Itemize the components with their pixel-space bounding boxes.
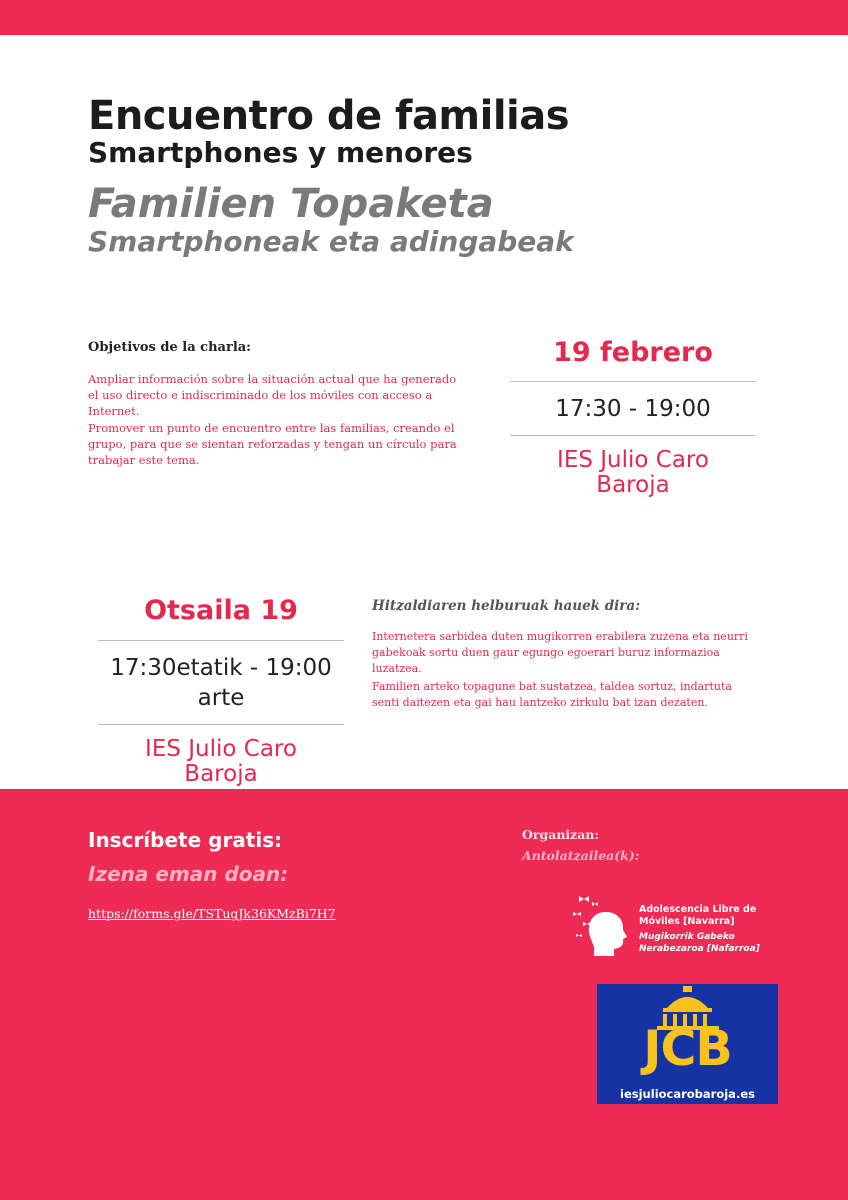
jcb-url: iesjuliocarobaroja.es: [620, 1087, 755, 1101]
alm-line-3: Mugikorrik Gabeko: [639, 932, 735, 942]
registration-link[interactable]: https://forms.gle/TSTugJk36KMzBi7H7: [88, 906, 336, 921]
event-date-eu: Otsaila 19: [144, 595, 298, 626]
venue-line-1: IES Julio Caro: [557, 447, 709, 473]
alm-line-1: Adolescencia Libre de: [639, 904, 757, 915]
event-time-es: 17:30 - 19:00: [555, 396, 711, 422]
subtitle-es: Smartphones y menores: [88, 136, 473, 169]
objectives-paragraph-eu-2: Familien arteko topagune bat sustatzea, taldea sortuz, indartuta senti daitezen eta gai hau lantzeko zirkulu bat izan dezaten.: [372, 680, 732, 709]
jcb-logo: [597, 984, 778, 1104]
register-heading-es: Inscríbete gratis:: [88, 828, 283, 852]
alm-line-2: Móviles [Navarra]: [639, 916, 735, 927]
venue-line-1: IES Julio Caro: [145, 736, 297, 762]
organizers-heading-eu: Antolatzailea(k):: [522, 848, 640, 863]
venue-line-2: Baroja: [184, 761, 258, 787]
event-info-eu: [98, 594, 344, 787]
event-date-es: 19 febrero: [553, 337, 713, 368]
top-accent-bar: [0, 0, 848, 35]
objectives-heading-eu: Hitzaldiaren helburuak hauek dira:: [372, 598, 641, 614]
venue-line-2: Baroja: [596, 472, 670, 498]
event-time-eu: 17:30etatik - 19:00 arte: [110, 655, 332, 711]
event-venue-eu: [98, 725, 344, 787]
title-es: Encuentro de familias: [88, 93, 570, 139]
title-eu: Familien Topaketa: [88, 181, 494, 227]
event-info-es: [510, 336, 756, 498]
jcb-letters: JCB: [643, 1020, 732, 1077]
objectives-paragraph-eu-1: Internetera sarbidea duten mugikorren erabilera zuzena eta neurri gabekoak sortu duen gaur egungo egoerari buruz informazioa luzatzea.: [372, 630, 748, 675]
alm-line-4: Nerabezaroa [Nafarroa]: [639, 944, 760, 954]
objectives-paragraph-es-1: Ampliar información sobre la situación actual que ha generado el uso directo e indiscriminado de los móviles con acceso a Internet.: [88, 372, 457, 418]
register-heading-eu: Izena eman doan:: [88, 862, 289, 886]
objectives-heading-es: Objetivos de la charla:: [88, 340, 251, 355]
head-butterflies-icon: [570, 890, 630, 960]
event-venue-es: [510, 436, 756, 498]
organizers-heading-es: Organizan:: [522, 827, 600, 842]
subtitle-eu: Smartphoneak eta adingabeak: [88, 225, 574, 258]
objectives-paragraph-es-2: Promover un punto de encuentro entre las familias, creando el grupo, para que se sientan reforzadas y tengan un círculo para trabajar este tema.: [88, 421, 457, 467]
alm-logo: [570, 890, 780, 960]
